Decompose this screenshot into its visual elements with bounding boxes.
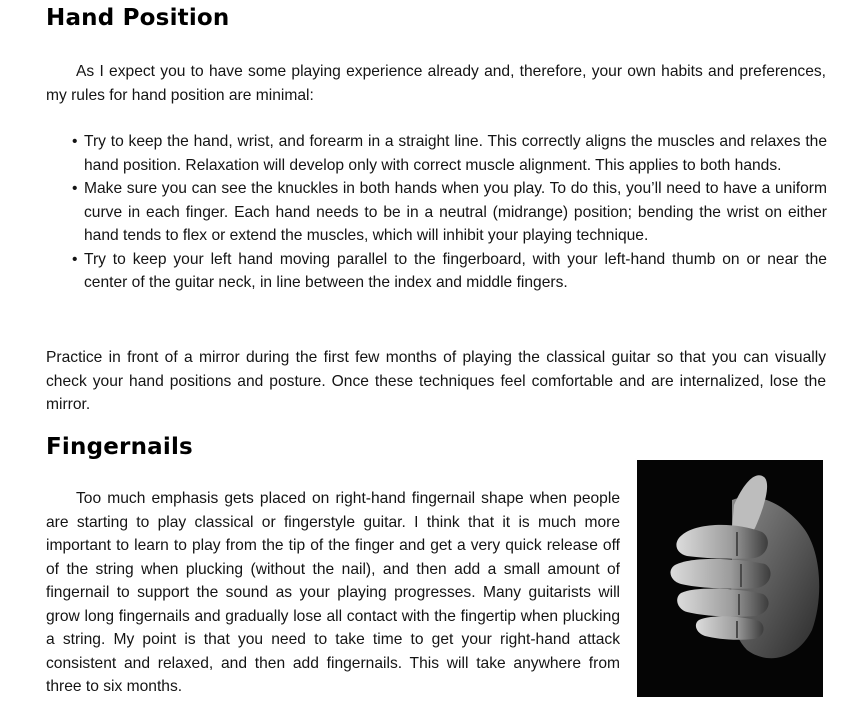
bullet-dot: • xyxy=(72,250,78,268)
hand-position-rules xyxy=(72,130,827,295)
rule-item xyxy=(72,248,827,295)
bullet-dot: • xyxy=(72,133,78,150)
hand-position-closing: Practice in front of a mirror during the first few months of playing the classical guitar so that you can visually check your hand positions and posture. Once these techniques feel comfortable and are internalized, lose the mirror. xyxy=(46,349,826,413)
hand-position-heading: Hand Position xyxy=(46,5,230,31)
hand-illustration xyxy=(637,460,823,697)
rule-item xyxy=(72,130,827,177)
rule-text: Try to keep your left hand moving parallel to the fingerboard, with your left-hand thumb on or near the center of the guitar neck, in line between the index and middle fingers. xyxy=(84,250,827,291)
bullet-dot: • xyxy=(72,180,78,197)
hand-position-intro: As I expect you to have some playing experience already and, therefore, your own habits and preferences, my rules for hand position are minimal: xyxy=(46,63,826,104)
rule-text: Try to keep the hand, wrist, and forearm in a straight line. This correctly aligns the muscles and relaxes the hand position. Relaxation will develop only with correct muscle alignment. This applies to both hands. xyxy=(84,133,827,174)
rule-text: Make sure you can see the knuckles in both hands when you play. To do this, you’ll need to have a uniform curve in each finger. Each hand needs to be in a neutral (midrange) position; bending the wrist on either hand tends to flex or extend the muscles, which will inhibit your playing technique. xyxy=(84,180,827,244)
fingertips-photo xyxy=(637,460,823,697)
fingernails-heading: Fingernails xyxy=(46,434,193,460)
fingernails-body: Too much emphasis gets placed on right-hand fingernail shape when people are starting to play classical or fingerstyle guitar. I think that it is much more important to learn to play from the tip of the finger and get a very quick release off of the string when plucking (without the nail), and then add a small amount of fingernail to support the sound as your playing progresses. Many guitarists will grow long fingernails and gradually lose all contact with the fingertip when plucking a string. My point is that you need to take time to get your right-hand attack consistent and relaxed, and then add fingernails. This will take anywhere from three to six months. xyxy=(46,490,620,695)
rule-item xyxy=(72,177,827,248)
